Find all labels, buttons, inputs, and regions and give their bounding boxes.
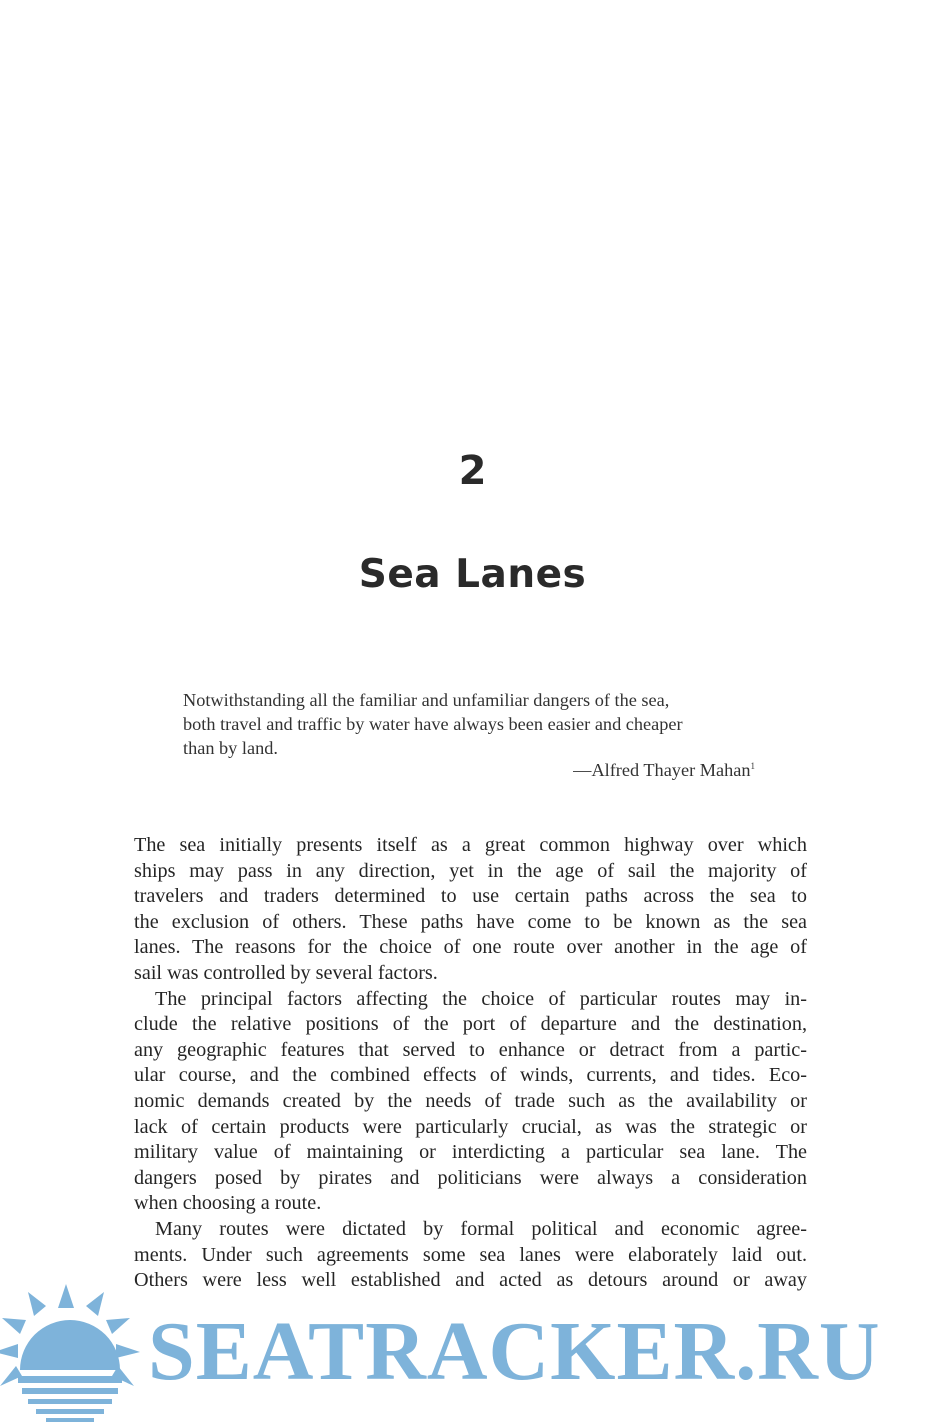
sun-icon: [0, 1278, 150, 1425]
body-line: any geographic features that served to enhance or detract from a partic-: [134, 1038, 807, 1061]
attribution-text: —Alfred Thayer Mahan: [573, 760, 751, 780]
body-line: Many routes were dictated by formal political and economic agree-: [155, 1217, 807, 1240]
body-line: ular course, and the combined effects of winds, currents, and tides. Eco-: [134, 1064, 807, 1087]
body-line: lanes. The reasons for the choice of one route over another in the age of: [134, 936, 807, 959]
body-line: travelers and traders determined to use certain paths across the sea to: [134, 885, 807, 908]
footnote-reference: 1: [750, 761, 755, 771]
watermark-text: SEATRACKER.RU: [148, 1305, 881, 1398]
body-line: the exclusion of others. These paths have come to be known as the sea: [134, 910, 807, 933]
epigraph: [183, 688, 763, 760]
body-line: dangers posed by pirates and politicians were always a consideration: [134, 1166, 807, 1189]
chapter-number: 2: [458, 448, 487, 494]
body-line: nomic demands created by the needs of trade such as the availability or: [134, 1089, 807, 1112]
body-line: Others were less well established and acted as detours around or away: [134, 1269, 807, 1292]
body-line: The principal factors affecting the choice of particular routes may in-: [155, 987, 807, 1010]
epigraph-line: Notwithstanding all the familiar and unfamiliar dangers of the sea,: [183, 690, 670, 710]
body-line: clude the relative positions of the port of departure and the destination,: [134, 1013, 807, 1036]
body-line: when choosing a route.: [134, 1192, 322, 1215]
epigraph-line: than by land.: [183, 738, 278, 758]
body-line: sail was controlled by several factors.: [134, 961, 438, 984]
watermark: [0, 1278, 945, 1425]
body-line: The sea initially presents itself as a great common highway over which: [134, 834, 807, 856]
body-line: military value of maintaining or interdicting a particular sea lane. The: [134, 1141, 807, 1164]
body-line: lack of certain products were particularly crucial, as was the strategic or: [134, 1115, 807, 1138]
chapter-title: Sea Lanes: [358, 552, 587, 597]
epigraph-line: both travel and traffic by water have always been easier and cheaper: [183, 714, 683, 734]
body-line: ments. Under such agreements some sea lanes were elaborately laid out.: [134, 1243, 807, 1266]
body-line: ships may pass in any direction, yet in the age of sail the majority of: [134, 859, 807, 882]
epigraph-attribution: [183, 760, 755, 781]
body-text: [134, 833, 807, 1294]
